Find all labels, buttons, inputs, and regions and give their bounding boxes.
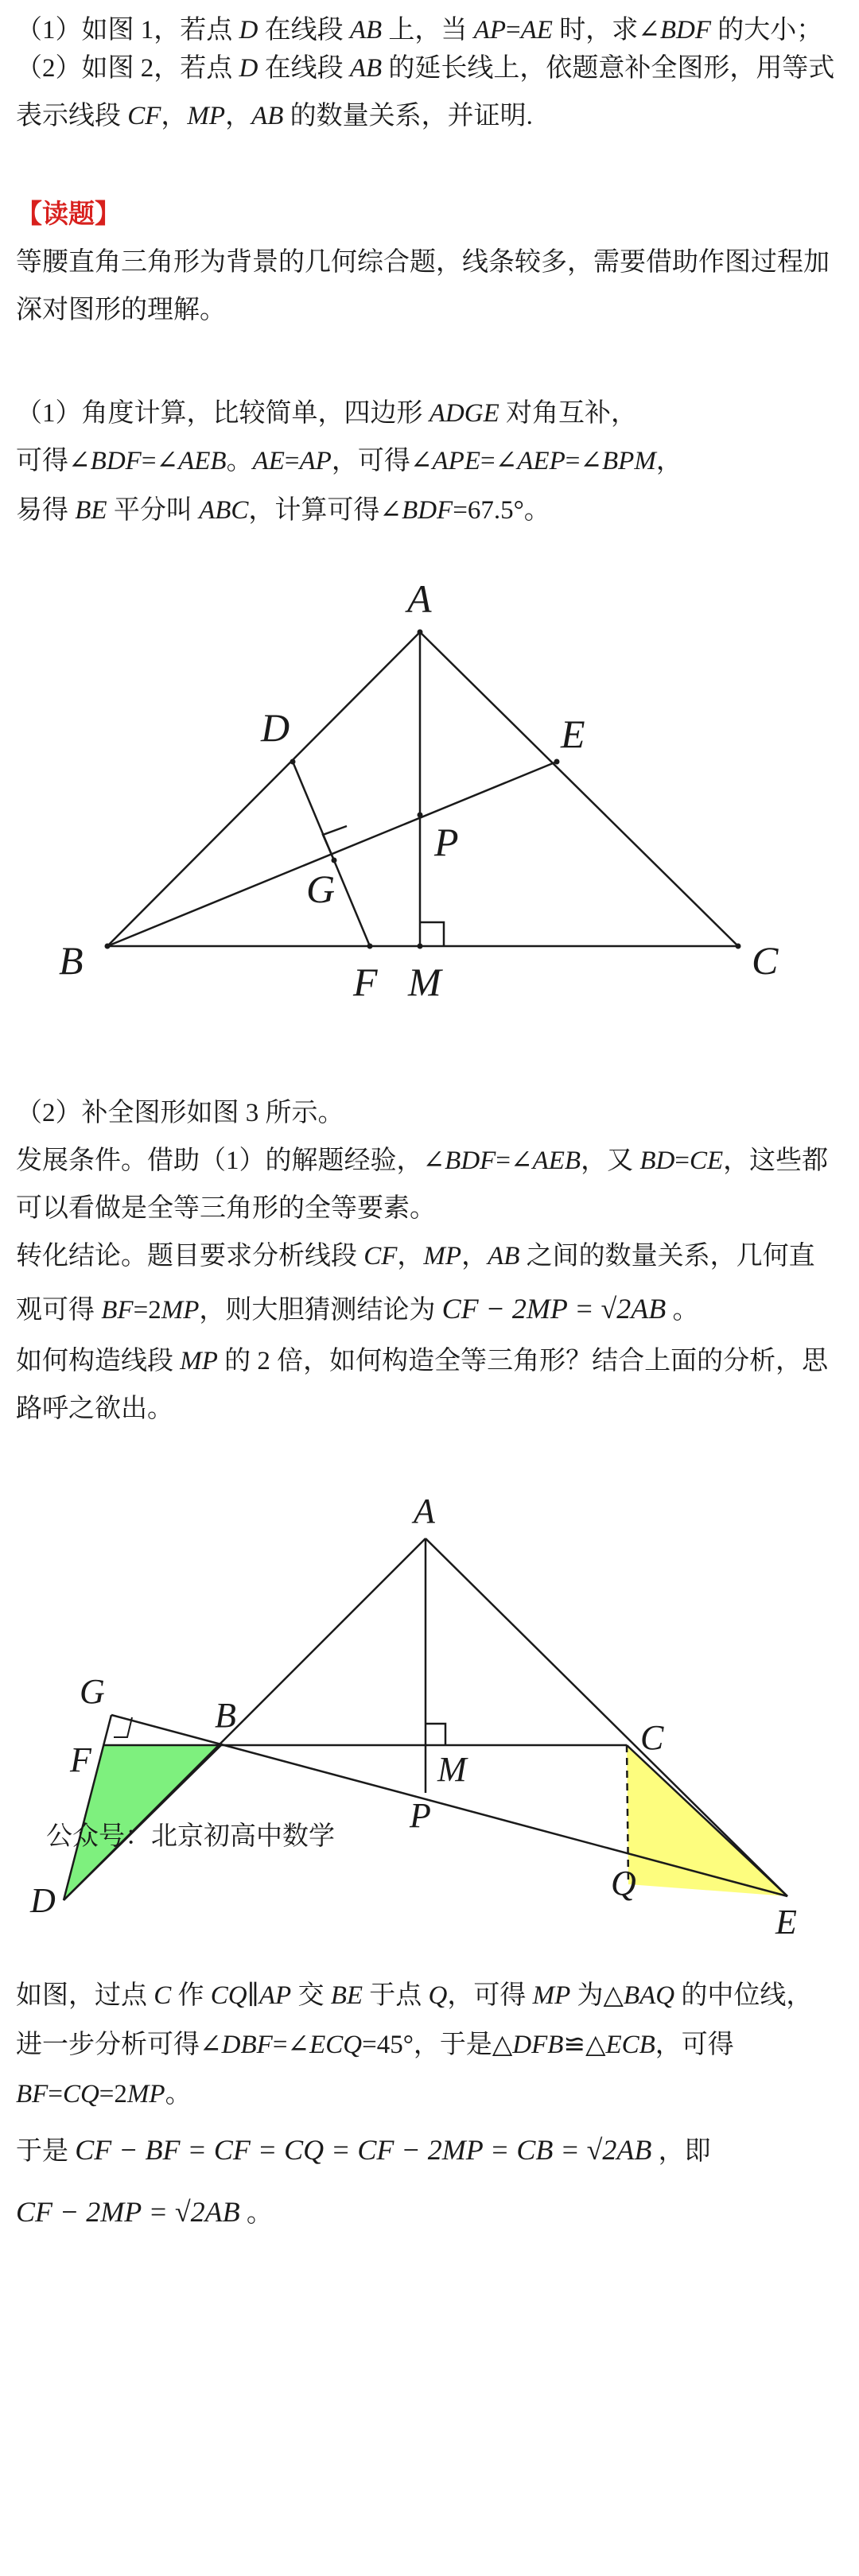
label-D2: D (30, 1881, 56, 1920)
segment-AC (420, 632, 738, 946)
part2-line2: 发展条件。借助（1）的解题经验，∠BDF=∠AEB，又 BD=CE，这些都 (16, 1146, 829, 1175)
right-angle-M2 (426, 1724, 445, 1745)
part2-line7: 路呼之欲出。 (16, 1395, 173, 1423)
label-D: D (261, 705, 290, 750)
formula-guess: CF − 2MP = √2AB (441, 1293, 667, 1325)
label-A: A (407, 576, 432, 621)
label-P2: P (410, 1796, 431, 1835)
label-P: P (434, 820, 459, 864)
problem-part2-line1: （2）如图 2，若点 D 在线段 AB 的延长线上，依题意补全图形，用等式 (16, 54, 835, 83)
conclusion-line2: 进一步分析可得∠DBF=∠ECQ=45°，于是△DFB≌△ECB，可得 (16, 2031, 734, 2059)
label-E2: E (775, 1903, 797, 1942)
conclusion-line4: 于是 CF − BF = CF = CQ = CF − 2MP = CB = √2AB ，即 (16, 2134, 711, 2166)
part1-line1: （1）角度计算，比较简单，四边形 ADGE 对角互补， (16, 399, 637, 428)
label-G: G (306, 867, 336, 911)
label-C: C (752, 938, 779, 983)
label-E: E (561, 712, 585, 756)
problem-part1-line: （1）如图 1，若点 D 在线段 AB 上，当 AP=AE 时，求∠BDF 的大小； (16, 16, 823, 45)
label-M: M (408, 960, 441, 1004)
label-B2: B (215, 1696, 236, 1735)
part2-line3: 可以看做是全等三角形的全等要素。 (16, 1194, 436, 1223)
read-section-line1: 等腰直角三角形为背景的几何综合题，线条较多，需要借助作图过程加 (16, 248, 830, 277)
label-F: F (353, 960, 378, 1004)
part1-line3: 易得 BE 平分叫 ABC，计算可得∠BDF=67.5°。 (16, 496, 550, 525)
label-M2: M (437, 1750, 467, 1789)
part2-line5: 观可得 BF=2MP，则大胆猜测结论为 CF − 2MP = √2AB 。 (16, 1293, 699, 1325)
conclusion-line5: CF − 2MP = √2AB 。 (16, 2196, 273, 2228)
part2-line4: 转化结论。题目要求分析线段 CF，MP，AB 之间的数量关系，几何直 (16, 1242, 815, 1271)
figure-1 (0, 557, 859, 1034)
formula-chain: CF − BF = CF = CQ = CF − 2MP = CB = √2AB (75, 2134, 652, 2166)
part2-line1: （2）补全图形如图 3 所示。 (16, 1099, 344, 1127)
segment-AB (107, 632, 420, 946)
part1-line2: 可得∠BDF=∠AEB。AE=AP，可得∠APE=∠AEP=∠BPM， (16, 447, 682, 475)
conclusion-line3: BF=CQ=2MP。 (16, 2080, 192, 2109)
read-section-line2: 深对图形的理解。 (16, 296, 226, 324)
problem-part2-line2: 表示线段 CF，MP，AB 的数量关系，并证明. (16, 102, 533, 130)
watermark-text: 公众号：北京初高中数学 (46, 1822, 335, 1851)
label-F2: F (70, 1740, 91, 1779)
conclusion-line1: 如图，过点 C 作 CQ∥AP 交 BE 于点 Q，可得 MP 为△BAQ 的中位线， (16, 1981, 813, 2010)
part2-line6: 如何构造线段 MP 的 2 倍，如何构造全等三角形？结合上面的分析，思 (16, 1347, 829, 1375)
label-Q2: Q (611, 1864, 636, 1903)
label-G2: G (80, 1672, 105, 1711)
read-section-title: 【读题】 (16, 200, 121, 229)
label-A2: A (414, 1492, 435, 1530)
segment-AE (426, 1538, 787, 1896)
label-B: B (59, 938, 84, 983)
figure-2 (0, 1479, 859, 1956)
right-angle-M (420, 922, 444, 946)
formula-final: CF − 2MP = √2AB (16, 2196, 240, 2228)
label-C2: C (640, 1718, 664, 1757)
